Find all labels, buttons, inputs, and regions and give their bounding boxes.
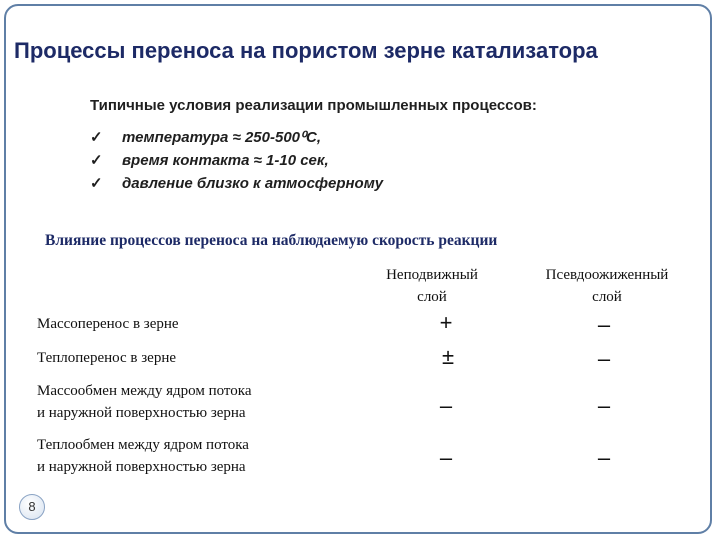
cell-fluidized-bed: – [597,346,611,371]
conditions-item-text: температура ≈ 250-500⁰С, [122,129,322,146]
check-icon [90,126,122,149]
conditions-item-text: давление близко к атмосферному [122,175,384,192]
conditions-item [90,172,383,195]
slide-title: Процессы переноса на пористом зерне катализатора [14,38,598,63]
row-label: Массообмен между ядром потока и наружной поверхностью зерна [37,383,252,421]
influence-heading: Влияние процессов переноса на наблюдаемую скорость реакции [45,232,498,249]
page-number: 8 [19,494,45,520]
check-icon [90,149,122,172]
cell-fixed-bed: + [439,310,453,335]
conditions-item [90,126,383,149]
conditions-list [90,126,383,195]
check-icon [90,172,122,195]
cell-fixed-bed: – [439,393,453,418]
column-header-fluidized-bed: Псевдоожиженный слой [545,267,669,305]
cell-fixed-bed: ± [441,344,455,369]
row-label: Теплообмен между ядром потока и наружной поверхностью зерна [37,437,249,475]
conditions-item [90,149,383,172]
cell-fluidized-bed: – [597,445,611,470]
conditions-item-text: время контакта ≈ 1-10 сек, [122,152,329,169]
row-label: Теплоперенос в зерне [37,350,177,366]
row-label: Массоперенос в зерне [37,316,179,332]
cell-fluidized-bed: – [597,312,611,337]
column-header-fixed-bed: Неподвижный слой [386,267,478,305]
cell-fluidized-bed: – [597,393,611,418]
cell-fixed-bed: – [439,445,453,470]
conditions-heading: Типичные условия реализации промышленных процессов: [90,97,537,114]
